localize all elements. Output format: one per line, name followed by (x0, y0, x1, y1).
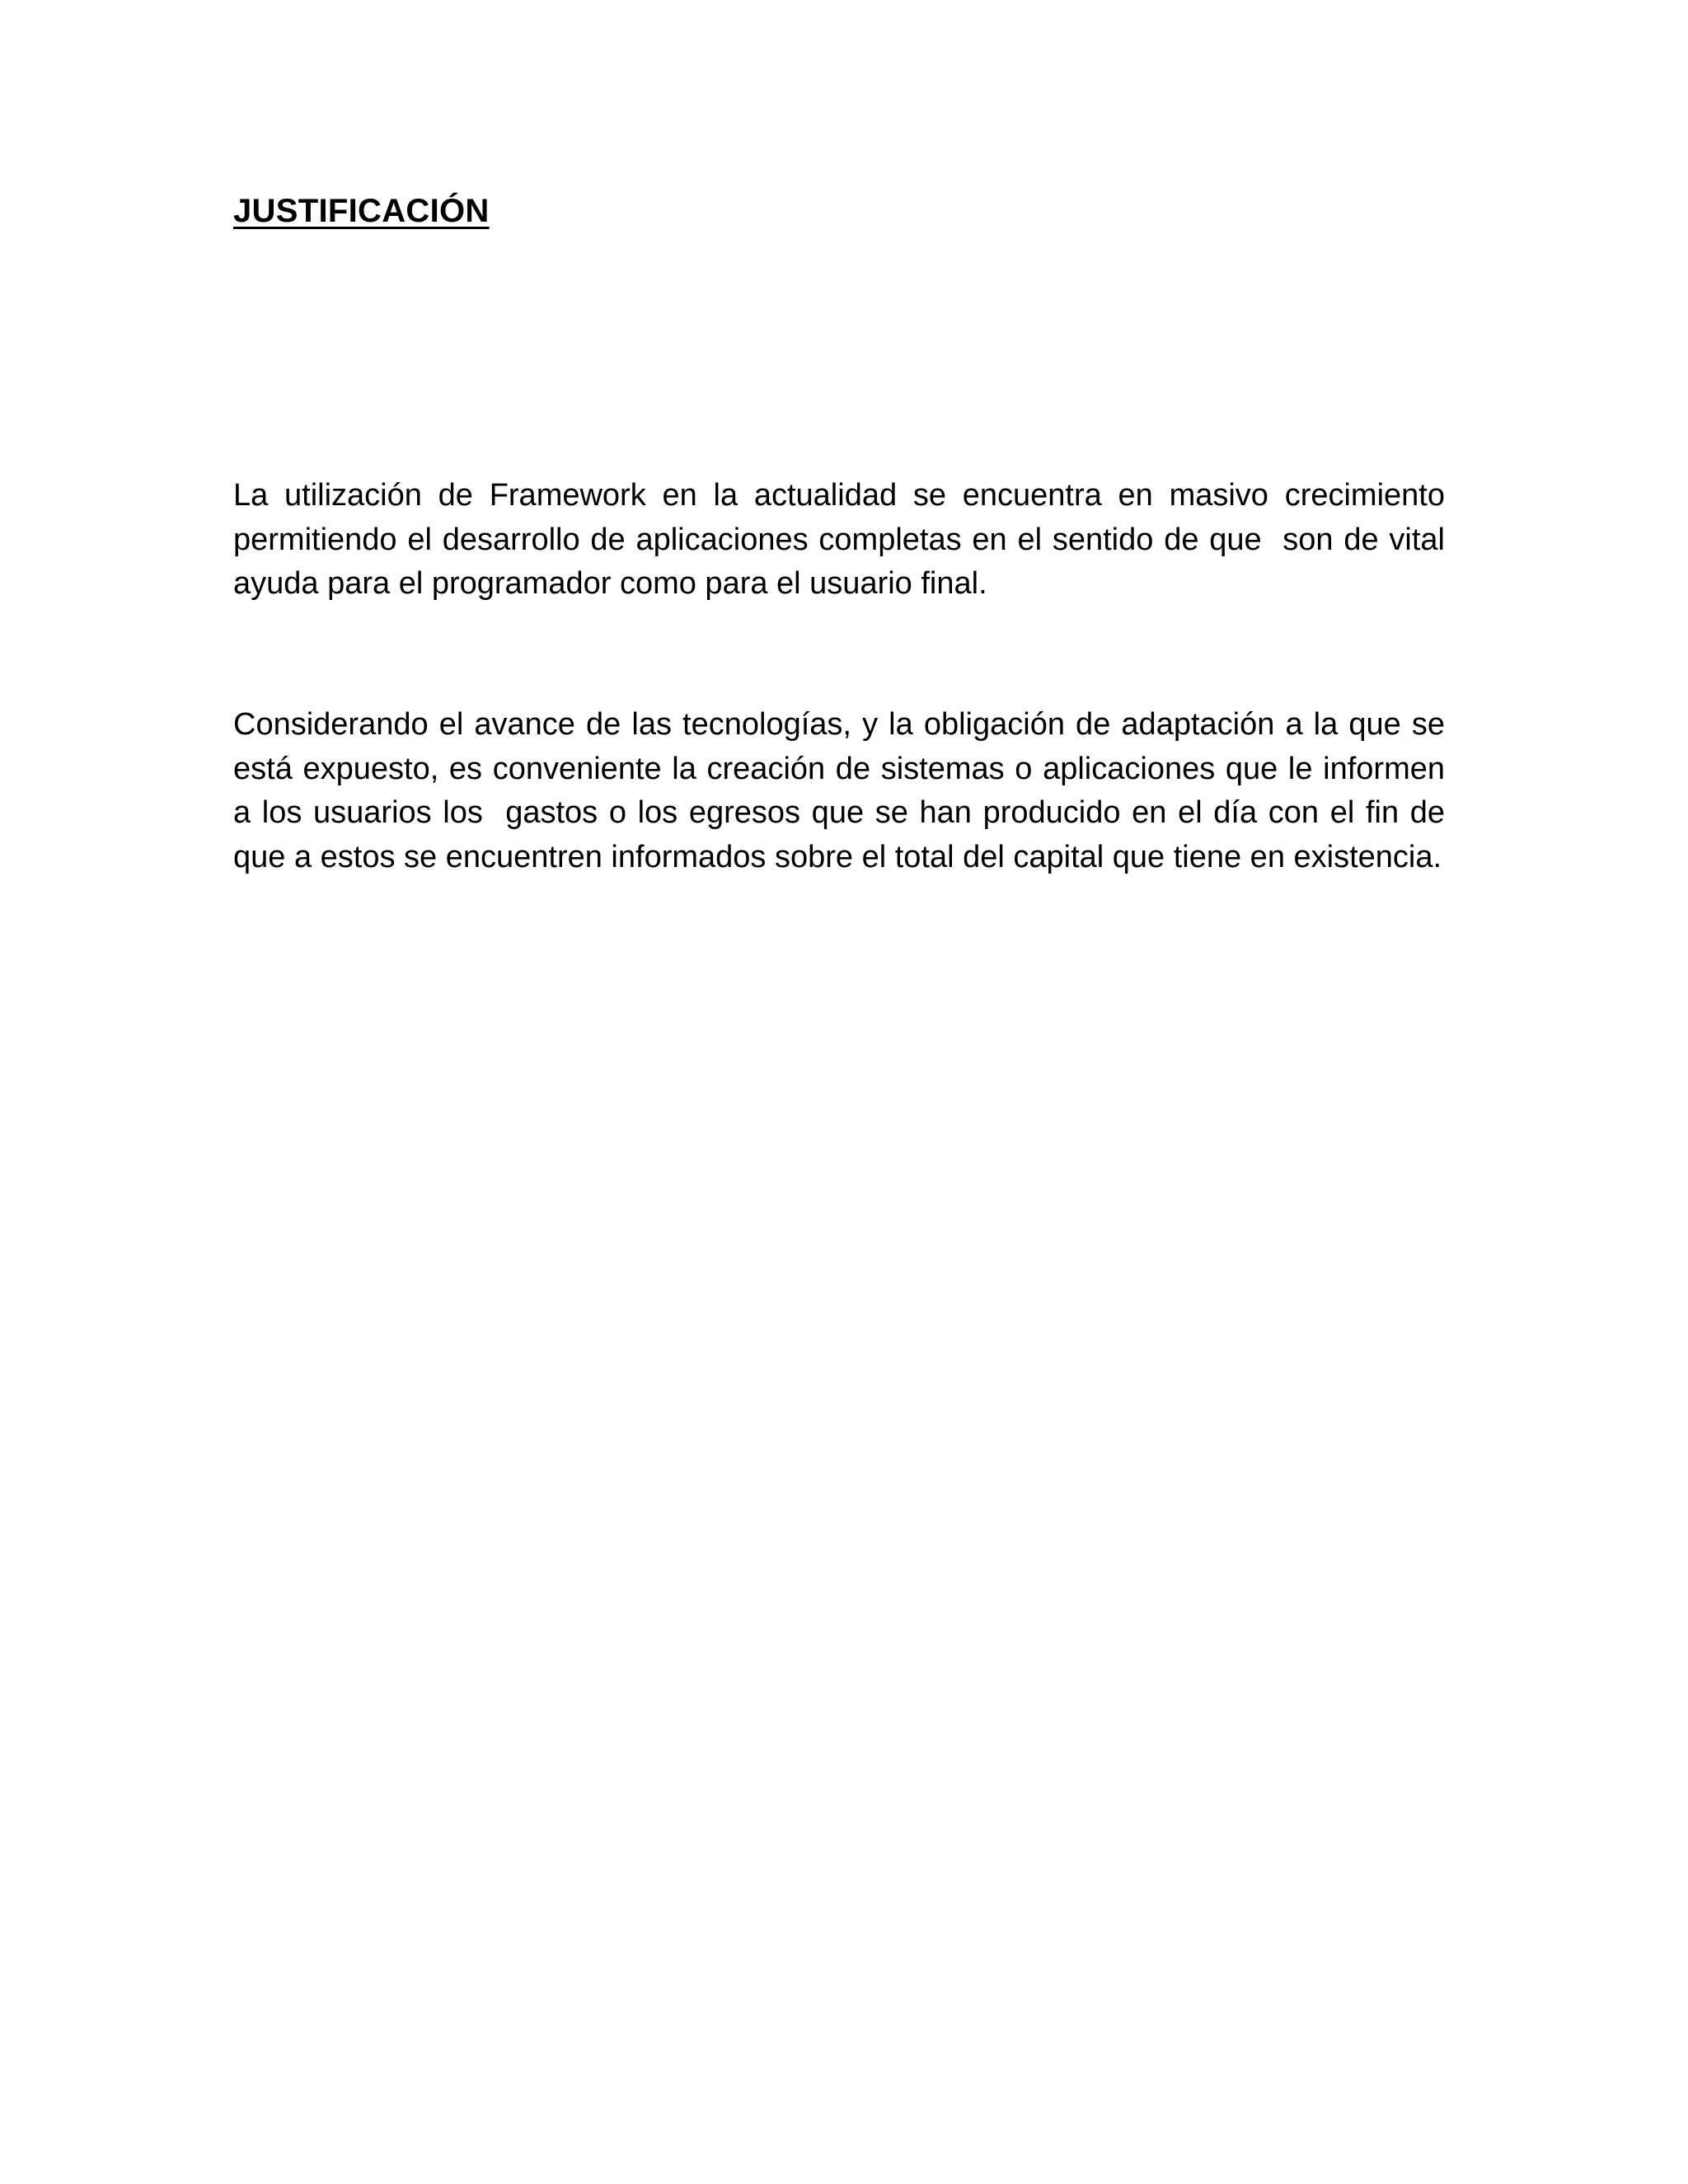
paragraph-technology-advance: Considerando el avance de las tecnologías, y la obligación de adaptación a la que se está expuesto, es conveniente la creación de sistemas o aplicaciones que le informen a los usuarios los gastos o los egresos que se han producido en el día con el fin de que a estos se encuentren informados sobre el total del capital que tiene en existencia. (233, 707, 1454, 874)
paragraph-framework-usage: La utilización de Framework en la actualidad se encuentra en masivo crecimiento permitiendo el desarrollo de aplicaciones completas en el sentido de que son de vital ayuda para el programador como para el usuario final. (233, 478, 1454, 601)
page-title: JUSTIFICACIÓN (233, 193, 490, 229)
